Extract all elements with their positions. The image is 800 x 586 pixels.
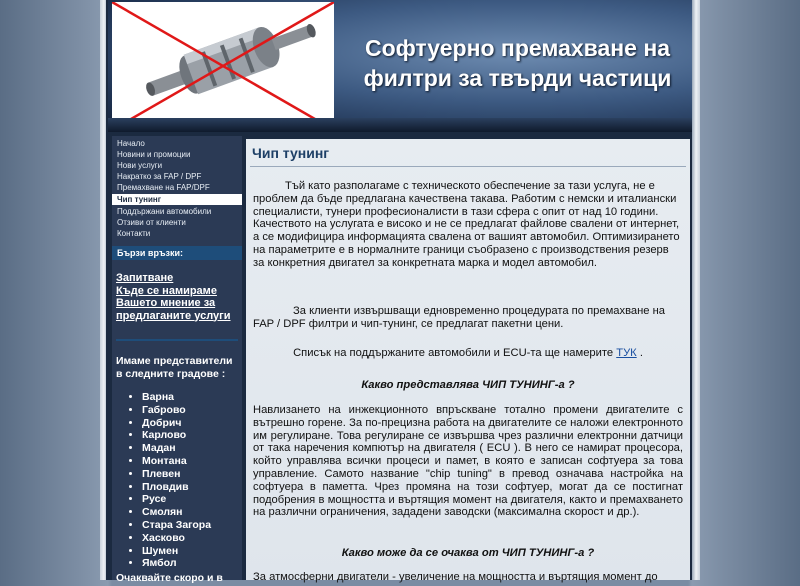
quick-link-inquiry[interactable]: Запитване xyxy=(116,272,174,284)
menu-item-testimonials[interactable]: Отзиви от клиенти xyxy=(117,218,186,227)
city-item: • Смолян xyxy=(142,506,242,519)
header-strip xyxy=(108,118,692,132)
menu-item-home[interactable]: Начало xyxy=(117,139,145,148)
what-is-paragraph: Навлизането на инжекционното впръскване тотално промени двигателите с вътрешно горене. За по-прецизна работа на двигателите се наложи електронното им регулиране. Това регулиране се извършва чрез различни електронни датчици от така наречения компютър на двигателя ( ECU ). В него се намират процесора, който управлява всички процеси и памет, в която е записан софтуера за това управление. Самото название "chip tuning" в превод означава настройка на софтуера в паметта. Чрез промяна на този софтуер, могат да се постигнат подобрения в мощността и въртящия момент на двигателя, както и премахването на различни ограничения, зададени заводски (максимална скорост и др.). xyxy=(253,404,683,519)
city-item: • Пловдив xyxy=(142,481,242,494)
city-item: • Русе xyxy=(142,493,242,506)
quick-links xyxy=(112,260,242,322)
supported-list-text: Списък на поддържаните автомобили и ECU-та ще намерите xyxy=(293,347,614,359)
city-item: • Ямбол xyxy=(142,557,242,570)
menu-item-contacts[interactable]: Контакти xyxy=(117,229,151,238)
sidebar xyxy=(112,136,242,585)
representatives-title: Имаме представители в следните градове : xyxy=(116,355,233,380)
city-item: • Шумен xyxy=(142,545,242,558)
city-item: • Варна xyxy=(142,391,242,404)
menu-item-new-services[interactable]: Нови услуги xyxy=(117,161,163,170)
city-item: • Габрово xyxy=(142,404,242,417)
menu-item-news[interactable]: Новини и промоции xyxy=(117,150,191,159)
menu-item-fap-dpf-brief[interactable]: Накратко за FAP / DPF xyxy=(117,172,202,181)
city-list xyxy=(112,391,242,570)
title-divider xyxy=(250,166,686,167)
expectations-paragraph: За атмосферни двигатели - увеличение на мощността и въртящия момент до xyxy=(253,571,658,583)
frame-right-edge xyxy=(692,0,700,580)
city-item: • Монтана xyxy=(142,455,242,468)
page-title: Чип тунинг xyxy=(252,145,330,161)
menu-item-chip-tuning[interactable]: Чип тунинг xyxy=(112,194,242,205)
city-item: • Карлово xyxy=(142,429,242,442)
city-item: • Хасково xyxy=(142,532,242,545)
supported-list-paragraph xyxy=(253,347,683,360)
quick-link-location[interactable]: Къде се намираме xyxy=(116,284,217,297)
coming-soon-text: Очаквайте скоро и в xyxy=(116,572,223,585)
site-title: Софтуерно премахване на филтри за твърди частици xyxy=(363,35,672,91)
intro-paragraph: Тъй като разполагаме с техническото обеспечение за тази услуга, не е проблем да бъде предлагана качествена такава. Работим с немски и италиански специалисти, тунери професионалисти в тази сфера с опит от над 10 години. Качеството на услугата е високо и не се предлагат файлове свалени от интернет, а се модифицира информацията свалена от вашият автомобил. Оптимизирането на параметрите е в нормалните граници съобразено с производствения резерв за конкретния двигател за конкретната марка и модел автомобил. xyxy=(253,180,680,269)
city-item: • Плевен xyxy=(142,468,242,481)
city-item: • Мадан xyxy=(142,442,242,455)
quick-link-feedback[interactable]: Вашето мнение за предлаганите услуги xyxy=(116,297,231,322)
main-menu xyxy=(112,136,242,239)
dpf-crossed-out-image xyxy=(112,2,334,130)
package-prices-paragraph: За клиенти извършващи едновременно процедурата по премахване на FAP / DPF филтри и чип-тунинг, се предлагат пакетни цени. xyxy=(253,305,666,330)
supported-list-link[interactable]: ТУК xyxy=(616,347,637,359)
city-item: • Добрич xyxy=(142,417,242,430)
section-heading-what-is: Какво представлява ЧИП ТУНИНГ-а ? xyxy=(361,379,575,391)
menu-item-supported-cars[interactable]: Поддържани автомобили xyxy=(117,207,212,216)
menu-item-fap-dpf-removal[interactable]: Премахване на FAP/DPF xyxy=(117,183,210,192)
supported-list-suffix: . xyxy=(639,347,643,359)
quick-links-title: Бързи връзки: xyxy=(112,246,242,260)
main-content xyxy=(246,139,690,583)
section-heading-expectations: Какво може да се очаква от ЧИП ТУНИНГ-а ? xyxy=(341,547,595,559)
city-item: • Стара Загора xyxy=(142,519,242,532)
